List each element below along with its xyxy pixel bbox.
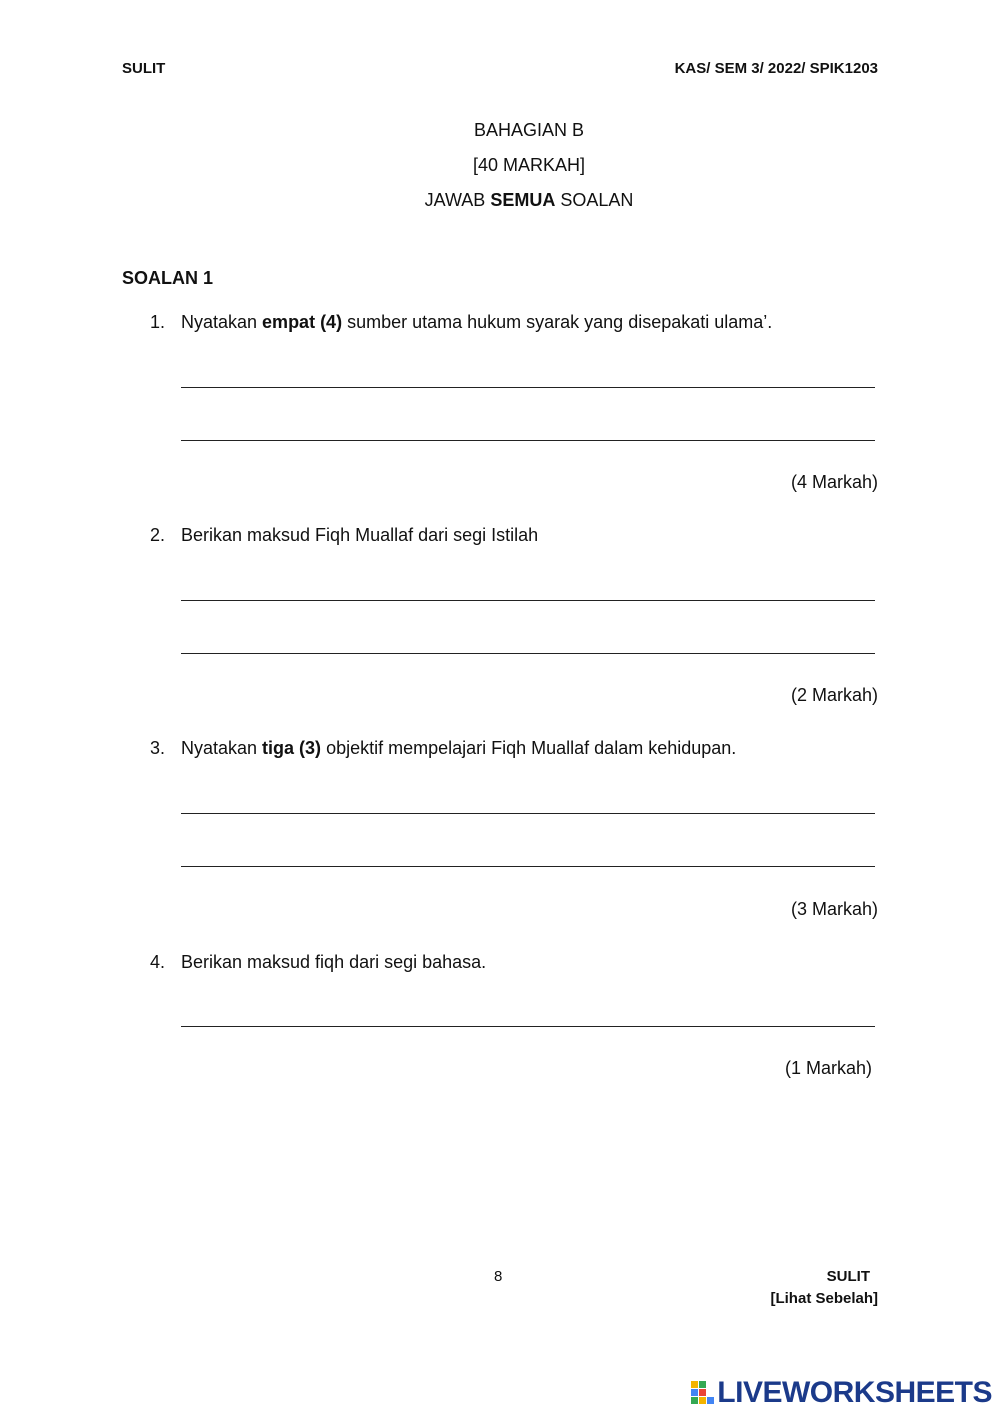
question-4-marks: (1 Markah) <box>784 1058 872 1078</box>
question-3-text-post: objektif mempelajari Fiqh Muallaf dalam kehidupan. <box>321 738 737 758</box>
question-3-marks: (3 Markah) <box>790 899 878 919</box>
answer-line-2b[interactable] <box>181 653 875 654</box>
instruction-post: SOALAN <box>555 190 634 210</box>
question-2-text <box>181 525 538 546</box>
question-2-text-pre: Berikan maksud Fiqh Muallaf dari segi Istilah <box>181 525 539 545</box>
header-course-code: KAS/ SEM 3/ 2022/ SPIK1203 <box>674 60 878 77</box>
question-1-text-bold: empat (4) <box>262 312 343 332</box>
question-2-number: 2. <box>150 525 166 545</box>
instruction-pre: JAWAB <box>424 190 491 210</box>
answer-line-2a[interactable] <box>181 600 875 601</box>
liveworksheets-text: LIVEWORKSHEETS <box>717 1376 992 1409</box>
question-4-text <box>181 952 486 973</box>
question-4-number: 4. <box>150 952 166 972</box>
section-instruction <box>0 190 1000 211</box>
answer-line-4a[interactable] <box>181 1026 875 1027</box>
answer-line-1b[interactable] <box>181 440 875 441</box>
question-4-text-pre: Berikan maksud fiqh dari segi bahasa. <box>181 952 487 972</box>
liveworksheets-logo[interactable] <box>691 1376 992 1410</box>
question-1-marks: (4 Markah) <box>790 472 878 492</box>
question-2-marks: (2 Markah) <box>790 685 878 705</box>
question-3-text-pre: Nyatakan <box>181 738 263 758</box>
question-3-number: 3. <box>150 738 166 758</box>
header-left-label: SULIT <box>122 60 166 77</box>
section-marks: [40 MARKAH] <box>472 155 586 175</box>
question-heading: SOALAN 1 <box>122 268 214 288</box>
answer-line-1a[interactable] <box>181 387 875 388</box>
question-1-text-pre: Nyatakan <box>181 312 263 332</box>
instruction-bold: SEMUA <box>490 190 556 210</box>
question-3-text <box>181 738 736 759</box>
page-number: 8 <box>494 1268 503 1285</box>
liveworksheets-icon <box>691 1381 715 1405</box>
question-3-text-bold: tiga (3) <box>262 738 322 758</box>
answer-line-3a[interactable] <box>181 813 875 814</box>
footer-sulit: SULIT <box>826 1268 870 1285</box>
section-title: BAHAGIAN B <box>473 120 585 140</box>
question-1-text <box>181 312 772 333</box>
question-1-number: 1. <box>150 312 166 332</box>
answer-line-3b[interactable] <box>181 866 875 867</box>
footer-next-page: [Lihat Sebelah] <box>770 1290 878 1307</box>
question-1-text-post: sumber utama hukum syarak yang disepakati ulama’. <box>342 312 773 332</box>
